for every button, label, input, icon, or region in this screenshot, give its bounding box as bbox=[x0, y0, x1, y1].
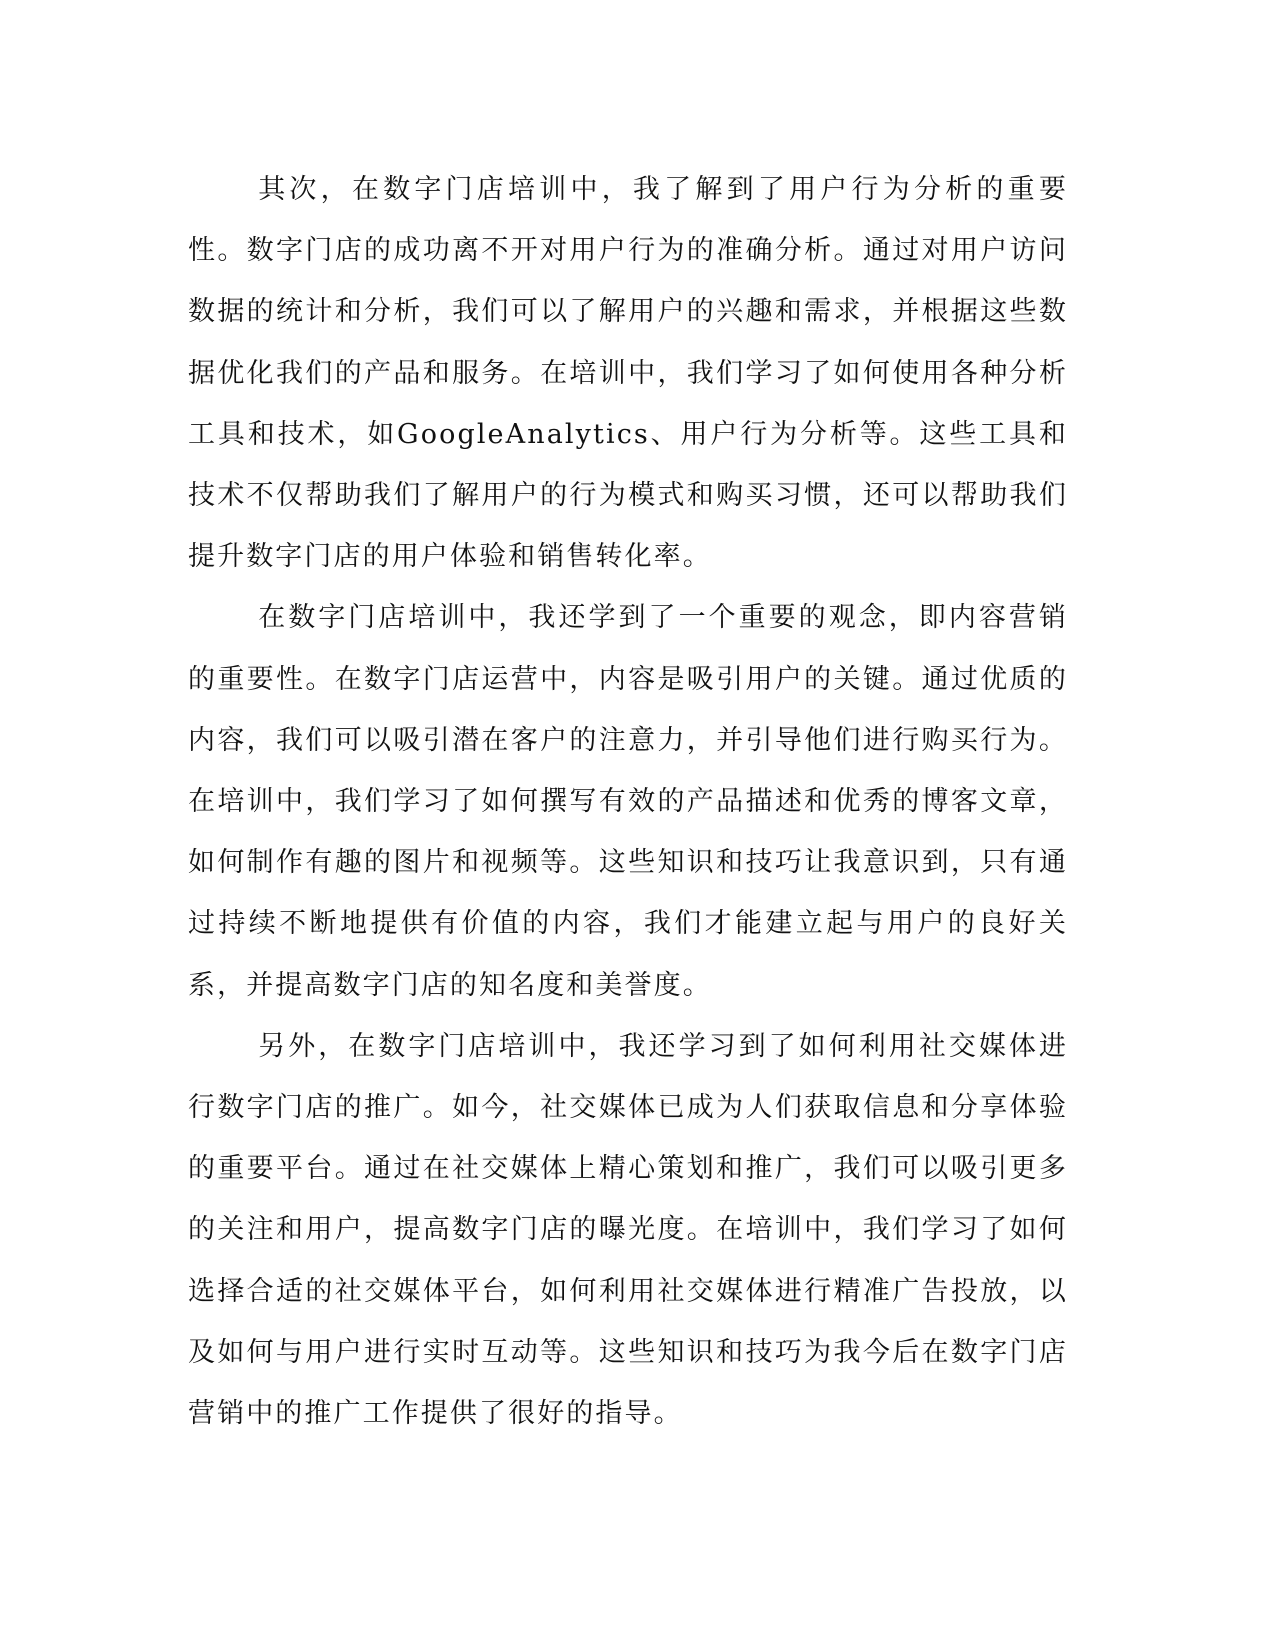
paragraph-content-marketing: 在数字门店培训中，我还学到了一个重要的观念，即内容营销的重要性。在数字门店运营中，内容是吸引用户的关键。通过优质的内容，我们可以吸引潜在客户的注意力，并引导他们进行购买行为。在培训中，我们学习了如何撰写有效的产品描述和优秀的博客文章，如何制作有趣的图片和视频等。这些知识和技巧让我意识到，只有通过持续不断地提供有价值的内容，我们才能建立起与用户的良好关系，并提高数字门店的知名度和美誉度。 bbox=[188, 602, 1068, 1001]
paragraph-social-media-promotion: 另外，在数字门店培训中，我还学习到了如何利用社交媒体进行数字门店的推广。如今，社交媒体已成为人们获取信息和分享体验的重要平台。通过在社交媒体上精心策划和推广，我们可以吸引更多的关注和用户，提高数字门店的曝光度。在培训中，我们学习了如何选择合适的社交媒体平台，如何利用社交媒体进行精准广告投放，以及如何与用户进行实时互动等。这些知识和技巧为我今后在数字门店营销中的推广工作提供了很好的指导。 bbox=[188, 1030, 1068, 1430]
body-text bbox=[188, 159, 1068, 1444]
paragraph-user-behavior-analysis: 其次，在数字门店培训中，我了解到了用户行为分析的重要性。数字门店的成功离不开对用户行为的准确分析。通过对用户访问数据的统计和分析，我们可以了解用户的兴趣和需求，并根据这些数据优化我们的产品和服务。在培训中，我们学习了如何使用各种分析工具和技术，如GoogleAnalytics、用户行为分析等。这些工具和技术不仅帮助我们了解用户的行为模式和购买习惯，还可以帮助我们提升数字门店的用户体验和销售转化率。 bbox=[188, 174, 1068, 573]
